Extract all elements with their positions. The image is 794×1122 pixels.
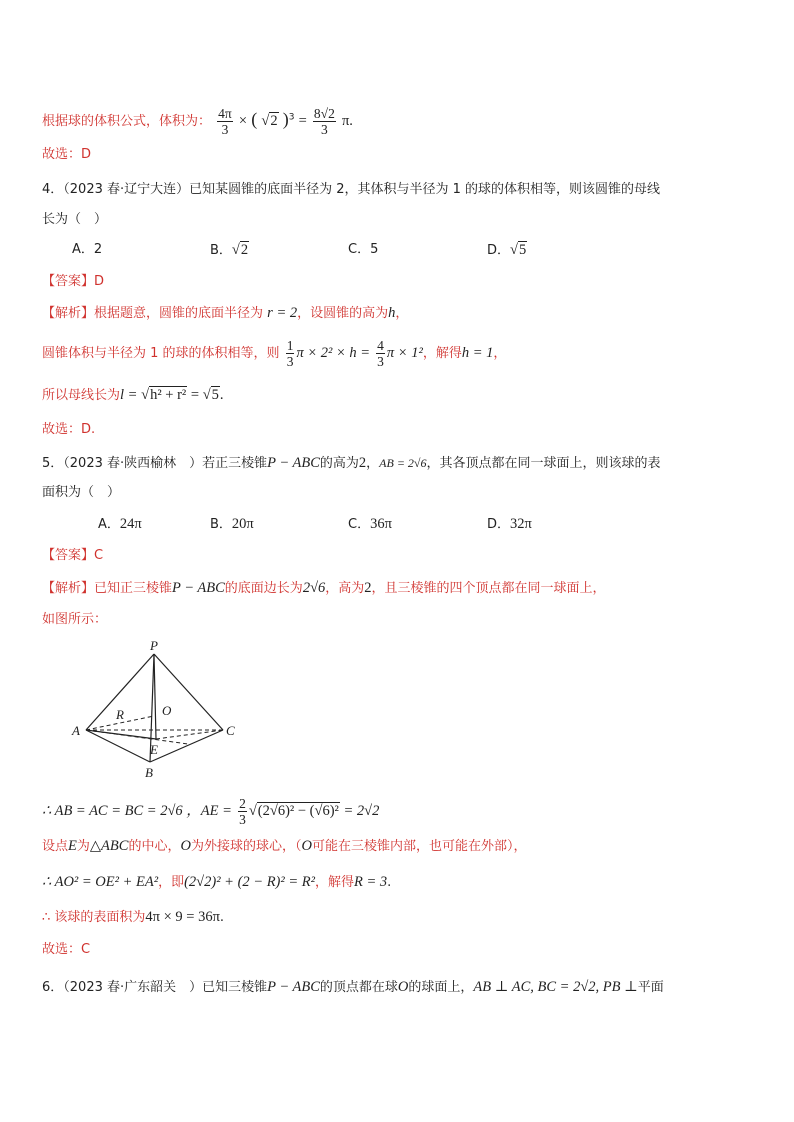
q5-option-b: B．20π <box>210 516 254 532</box>
volume-formula-line: 根据球的体积公式，体积为： $\frac{4\pi}{3}$ × ( √2 )$^3$ = $\frac{8√2}{3}$ π. <box>42 106 353 137</box>
pyramid-figure <box>68 636 248 781</box>
q4-choose: 故选：D. <box>42 422 96 437</box>
q5-option-d: D．32π <box>487 516 532 532</box>
label-A: A <box>72 723 80 738</box>
q5-option-c: C．36π <box>348 516 392 532</box>
q5-center-line: 设点E为△ABC的中心，O为外接球的球心，（O可能在三棱锥内部，也可能在外部）， <box>42 838 527 854</box>
label-E: E <box>150 742 158 757</box>
q4-option-a: A．2 <box>72 242 103 257</box>
q5-eq-3: ∴ 该球的表面积为4π × 9 = 36π. <box>42 909 225 925</box>
sqrt-2: √2 <box>261 113 278 129</box>
q4-analysis-2: 圆锥体积与半径为 1 的球的体积相等，则 $\frac{1}{3}$ π × 2² × h = $\frac{4}{3}$ π × 1²，解得h = 1， <box>42 338 507 369</box>
fraction-8sqrt2-over-3: $\frac{8√2}{3}$ <box>313 106 335 137</box>
q5-analysis-2: 如图所示： <box>42 612 108 627</box>
q5-choose: 故选：C <box>42 942 91 957</box>
label-O: O <box>162 703 172 718</box>
q4-answer: 【答案】D <box>42 274 105 289</box>
q4-option-d: D．√5 <box>487 242 527 258</box>
q5-stem-1: 5．（2023 春·陕西榆林 ）若正三棱锥P − ABC的高为2，AB = 2√6，其各顶点都在同一球面上，则该球的表 <box>42 455 661 471</box>
fraction-4pi-over-3: $\frac{4\pi}{3}$ <box>218 106 232 137</box>
choose-d-1: 故选：D <box>42 147 92 162</box>
volume-formula-text: 根据球的体积公式，体积为： <box>42 114 212 129</box>
label-P: P <box>150 638 158 653</box>
q4-option-b: B．√2 <box>210 242 249 258</box>
q5-eq-1: ∴ AB = AC = BC = 2√6 ，AE = $\frac{2}{3}$ √(2√6)² − (√6)² = 2√2 <box>42 796 380 827</box>
q6-stem-1: 6．（2023 春·广东韶关 ）已知三棱锥P − ABC的顶点都在球O的球面上，AB ⊥ AC, BC = 2√2, PB ⊥平面 <box>42 979 664 995</box>
q4-stem-2: 长为（ ） <box>42 212 108 227</box>
q5-analysis-1: 【解析】已知正三棱锥P − ABC的底面边长为2√6，高为2，且三棱锥的四个顶点都在同一球面上， <box>42 580 606 596</box>
label-B: B <box>145 765 153 780</box>
q4-analysis-1: 【解析】根据题意，圆锥的底面半径为 r = 2，设圆锥的高为h， <box>42 305 409 321</box>
q5-option-a: A．24π <box>98 516 142 532</box>
q4-stem-1: 4．（2023 春·辽宁大连）已知某圆锥的底面半径为 2，其体积与半径为 1 的球的体积相等，则该圆锥的母线 <box>42 182 661 197</box>
q5-answer: 【答案】C <box>42 548 104 563</box>
edge-PC <box>154 654 223 730</box>
label-C: C <box>226 723 235 738</box>
q4-option-c: C．5 <box>348 242 379 257</box>
q5-stem-2: 面积为（ ） <box>42 485 121 500</box>
line-PE <box>154 654 156 739</box>
label-R: R <box>116 707 124 722</box>
edge-AB <box>86 730 150 762</box>
q5-eq-2: ∴ AO² = OE² + EA²，即(2√2)² + (2 − R)² = R²，解得R = 3. <box>42 874 392 890</box>
q4-analysis-3: 所以母线长为l = √h² + r² = √5. <box>42 387 224 403</box>
